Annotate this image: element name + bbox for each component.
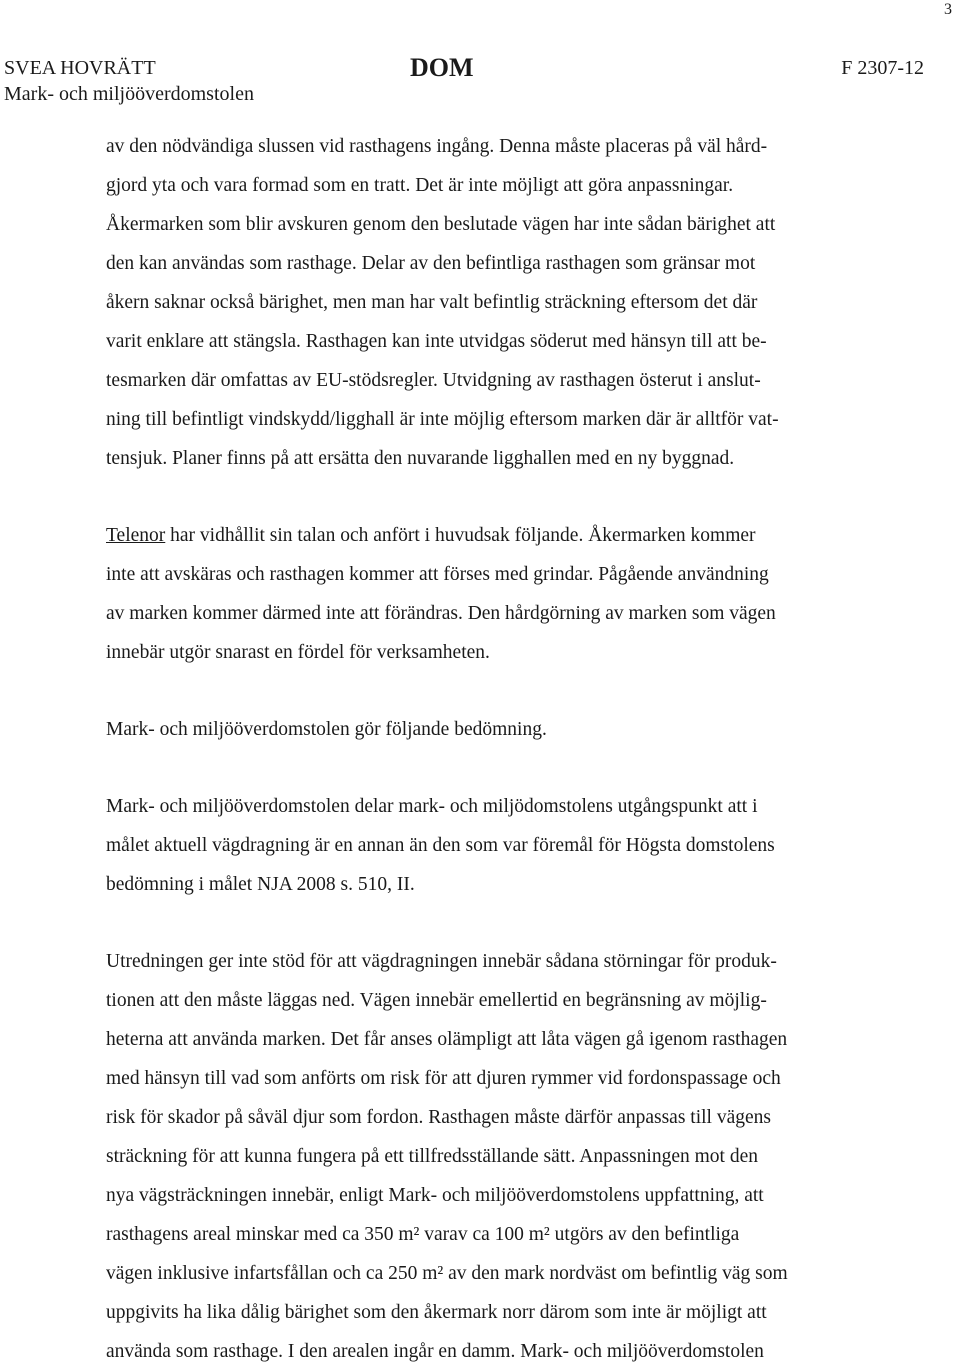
text-line: inte att avskäras och rasthagen kommer att förses med grindar. Pågående användning — [106, 564, 769, 585]
text-line: tionen att den måste läggas ned. Vägen innebär emellertid en begränsning av möjlig- — [106, 990, 767, 1011]
text-line: av marken kommer därmed inte att förändras. Den hårdgörning av marken som vägen — [106, 603, 776, 624]
text-line: Mark- och miljööverdomstolen gör följande bedömning. — [106, 719, 547, 740]
text-line: åkern saknar också bärighet, men man har valt befintlig sträckning eftersom det där — [106, 292, 758, 313]
text-line — [106, 516, 896, 555]
paragraph — [106, 710, 896, 749]
court-name: SVEA HOVRÄTT — [4, 57, 156, 79]
document-header — [4, 55, 924, 105]
text-line: uppgivits ha lika dålig bärighet som den åkermark norr därom som inte är möjligt att — [106, 1302, 767, 1323]
text-line: använda som rasthage. I den arealen ingår en damm. Mark- och miljööverdomstolen — [106, 1341, 764, 1362]
document-type: DOM — [410, 53, 474, 82]
text-line: bedömning i målet NJA 2008 s. 510, II. — [106, 874, 415, 895]
text-line: varit enklare att stängsla. Rasthagen kan inte utvidgas söderut med hänsyn till att be- — [106, 331, 767, 352]
text-line: vägen inklusive infartsfållan och ca 250 m² av den mark nordväst om befintlig väg som — [106, 1263, 788, 1284]
paragraph — [106, 516, 896, 672]
text-line: Åkermarken som blir avskuren genom den beslutade vägen har inte sådan bärighet att — [106, 214, 776, 235]
text-line: av den nödvändiga slussen vid rasthagens ingång. Denna måste placeras på väl hård- — [106, 136, 768, 157]
party-name: Telenor — [106, 525, 166, 546]
case-number: F 2307-12 — [841, 57, 924, 79]
text-line: med hänsyn till vad som anförts om risk för att djuren rymmer vid fordonspassage och — [106, 1068, 781, 1089]
paragraph — [106, 942, 896, 1371]
text-line: Mark- och miljööverdomstolen delar mark- och miljödomstolens utgångspunkt att i — [106, 796, 758, 817]
text-line: heterna att använda marken. Det får anses olämpligt att låta vägen gå igenom rasthagen — [106, 1029, 788, 1050]
paragraph — [106, 787, 896, 904]
text-line-rest: har vidhållit sin talan och anfört i huvudsak följande. Åkermarken kommer — [165, 525, 756, 546]
text-line: sträckning för att kunna fungera på ett tillfredsställande sätt. Anpassningen mot den — [106, 1146, 758, 1167]
text-line: risk för skador på såväl djur som fordon. Rasthagen måste därför anpassas till vägens — [106, 1107, 771, 1128]
text-line: den kan användas som rasthage. Delar av den befintliga rasthagen som gränsar mot — [106, 253, 756, 274]
court-division: Mark- och miljööverdomstolen — [4, 83, 254, 105]
text-line: Utredningen ger inte stöd för att vägdragningen innebär sådana störningar för produk- — [106, 951, 777, 972]
text-line: nya vägsträckningen innebär, enligt Mark- och miljööverdomstolens uppfattning, att — [106, 1185, 764, 1206]
text-line: gjord yta och vara formad som en tratt. Det är inte möjligt att göra anpassningar. — [106, 175, 734, 196]
text-line: innebär utgör snarast en fördel för verksamheten. — [106, 642, 490, 663]
paragraph — [106, 127, 896, 478]
text-line: tensjuk. Planer finns på att ersätta den nuvarande ligghallen med en ny byggnad. — [106, 448, 735, 469]
text-line: ning till befintligt vindskydd/ligghall är inte möjlig eftersom marken där är alltför vat- — [106, 409, 779, 430]
text-line: tesmarken där omfattas av EU-stödsregler. Utvidgning av rasthagen österut i anslut- — [106, 370, 761, 391]
text-line: rasthagens areal minskar med ca 350 m² varav ca 100 m² utgörs av den befintliga — [106, 1224, 740, 1245]
page-number: 3 — [944, 1, 952, 18]
document-body — [106, 127, 896, 1371]
text-line: målet aktuell vägdragning är en annan än den som var föremål för Högsta domstolens — [106, 835, 775, 856]
